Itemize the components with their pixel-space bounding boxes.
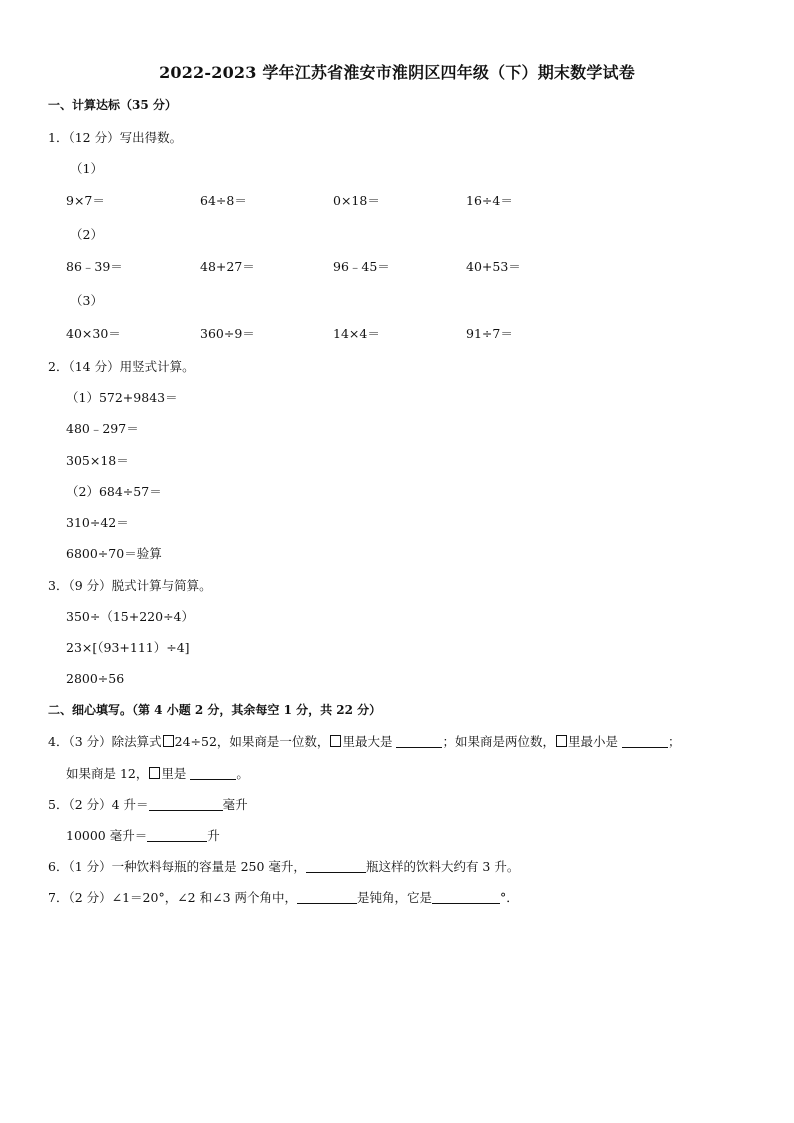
q4-line-2 xyxy=(66,766,249,782)
q5-line-1 xyxy=(48,797,248,813)
q1-row2-item: 96﹣45＝ xyxy=(333,259,390,274)
q2-line-3: 305×18＝ xyxy=(66,453,129,468)
q1-part-2: （2） xyxy=(70,227,103,242)
q1-label: 1．（12 分）写出得数。 xyxy=(48,130,183,145)
q1-row1-item: 16÷4＝ xyxy=(466,193,513,208)
q5-text: 5．（2 分）4 升＝ xyxy=(48,797,149,812)
q2-line-5: 310÷42＝ xyxy=(66,515,129,530)
q3-line-2: 23×[（93+111）÷4] xyxy=(66,640,190,655)
q2-line-6: 6800÷70＝验算 xyxy=(66,546,162,561)
q4-text: 。 xyxy=(236,766,249,781)
q4-text: ；如果商是两位数， xyxy=(442,734,555,749)
square-box-icon xyxy=(330,735,341,747)
q4-line-1 xyxy=(48,734,680,750)
q1-part-1: （1） xyxy=(70,161,103,176)
answer-blank[interactable] xyxy=(190,767,236,780)
q3-label: 3．（9 分）脱式计算与简算。 xyxy=(48,578,212,593)
q1-row1-item: 9×7＝ xyxy=(66,193,105,208)
q2-line-4: （2）684÷57＝ xyxy=(66,484,162,499)
q1-row2-item: 86﹣39＝ xyxy=(66,259,123,274)
q3-line-1: 350÷（15+220÷4） xyxy=(66,609,194,624)
answer-blank[interactable] xyxy=(306,860,366,873)
q7-text: 是钝角，它是 xyxy=(357,890,433,905)
q7-text: °． xyxy=(500,890,519,905)
square-box-icon xyxy=(163,735,174,747)
section-2-heading: 二、细心填写。（第 4 小题 2 分，其余每空 1 分，共 22 分） xyxy=(48,703,382,717)
answer-blank[interactable] xyxy=(396,735,442,748)
q5-text: 10000 毫升＝ xyxy=(66,828,148,843)
q4-text: 4．（3 分）除法算式 xyxy=(48,734,162,749)
q2-label: 2．（14 分）用竖式计算。 xyxy=(48,359,195,374)
q5-text: 升 xyxy=(207,828,220,843)
q1-part-3: （3） xyxy=(70,293,103,308)
q4-text: 如果商是 12， xyxy=(66,766,149,781)
q5-line-2 xyxy=(66,828,220,844)
q6-text: 6．（1 分）一种饮料每瓶的容量是 250 毫升， xyxy=(48,859,306,874)
answer-blank[interactable] xyxy=(297,891,357,904)
q1-row2-item: 40+53＝ xyxy=(466,259,521,274)
q3-line-3: 2800÷56 xyxy=(66,671,125,686)
q2-line-2: 480﹣297＝ xyxy=(66,421,139,436)
q4-text: 24÷52，如果商是一位数， xyxy=(174,734,330,749)
answer-blank[interactable] xyxy=(147,829,207,842)
exam-title: 2022-2023 学年江苏省淮安市淮阴区四年级（下）期末数学试卷 xyxy=(159,63,635,82)
q4-text: ； xyxy=(667,734,681,749)
q6-line xyxy=(48,859,519,875)
q7-line xyxy=(48,890,519,906)
square-box-icon xyxy=(556,735,567,747)
q1-row1-item: 64÷8＝ xyxy=(200,193,247,208)
q1-row3-item: 91÷7＝ xyxy=(466,326,513,341)
q1-row1-item: 0×18＝ xyxy=(333,193,380,208)
q7-text: 7．（2 分）∠1＝20°，∠2 和∠3 两个角中， xyxy=(48,890,298,905)
q4-text: 里是 xyxy=(161,766,187,781)
answer-blank[interactable] xyxy=(149,798,223,811)
q2-line-1: （1）572+9843＝ xyxy=(66,390,178,405)
q5-text: 毫升 xyxy=(222,797,248,812)
q1-row3-item: 360÷9＝ xyxy=(200,326,255,341)
q4-text: 里最大是 xyxy=(342,734,393,749)
answer-blank[interactable] xyxy=(622,735,668,748)
answer-blank[interactable] xyxy=(432,891,500,904)
section-1-heading: 一、计算达标（35 分） xyxy=(48,98,177,112)
q1-row3-item: 14×4＝ xyxy=(333,326,380,341)
q1-row3-item: 40×30＝ xyxy=(66,326,121,341)
q1-row2-item: 48+27＝ xyxy=(200,259,255,274)
square-box-icon xyxy=(149,767,160,779)
q6-text: 瓶这样的饮料大约有 3 升。 xyxy=(365,859,520,874)
q4-text: 里最小是 xyxy=(567,734,618,749)
